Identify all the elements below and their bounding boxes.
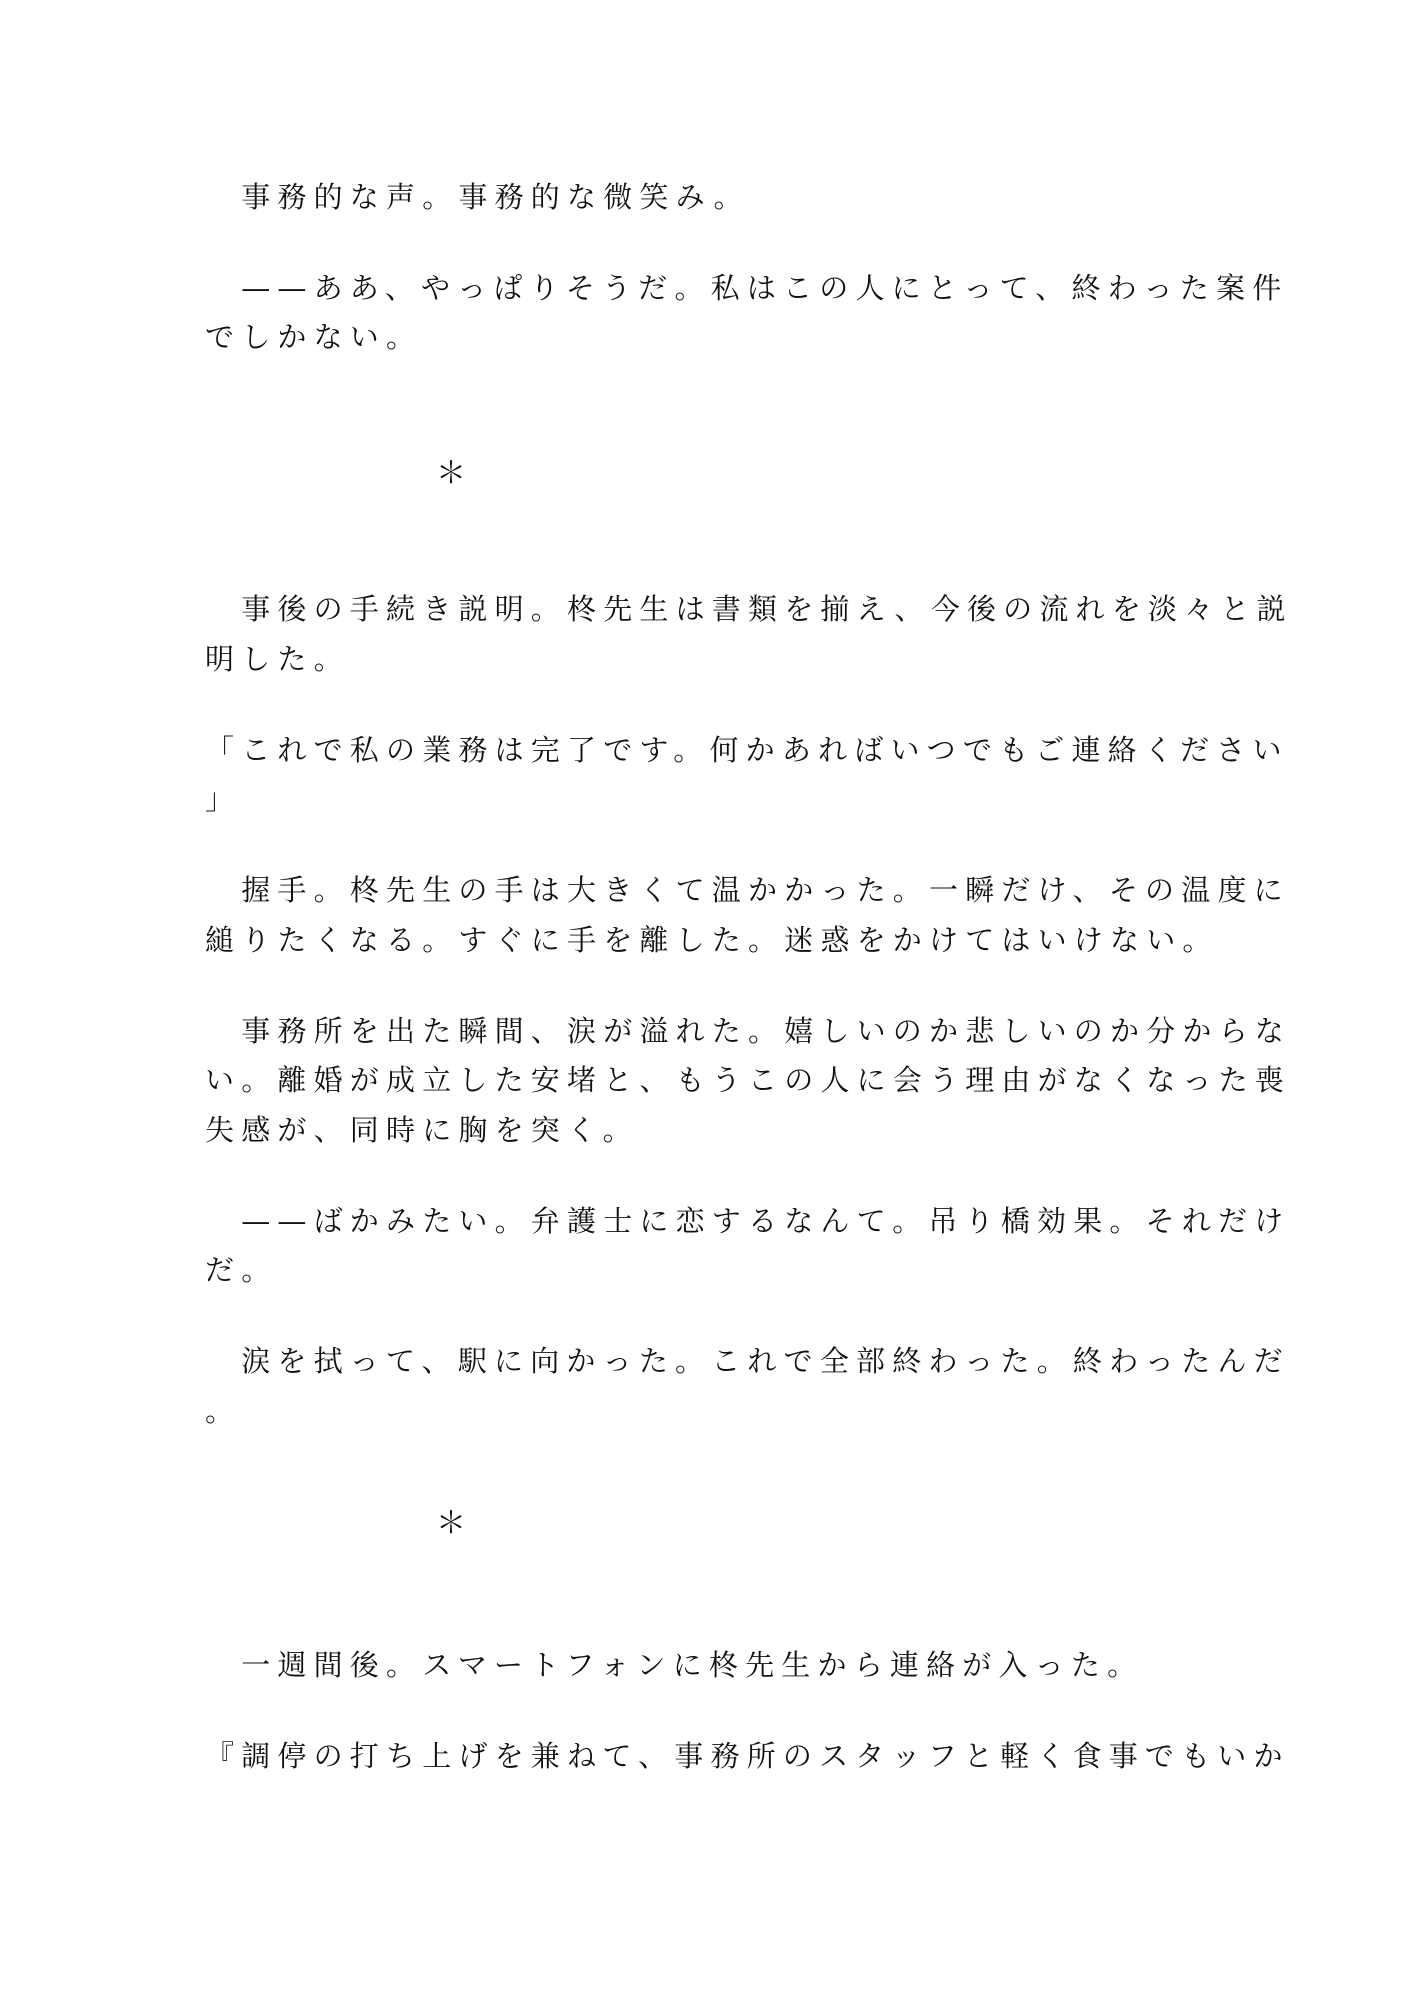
text-line: 失感が、同時に胸を突く。	[205, 1113, 639, 1147]
text-line: ——ああ、やっぱりそうだ。私はこの人にとって、終わった案件	[205, 271, 1289, 305]
text-line: 事後の手続き説明。柊先生は書類を揃え、今後の流れを淡々と説	[205, 592, 1293, 626]
dialogue-line: 」	[205, 782, 242, 816]
text-line: でしかない。	[205, 320, 423, 354]
dialogue-line: 「これで私の業務は完了です。何かあればいつでもご連絡ください	[205, 733, 1289, 767]
text-line: い。離婚が成立した安堵と、もうこの人に会う理由がなくなった喪	[205, 1063, 1292, 1097]
message-line: 『調停の打ち上げを兼ねて、事務所のスタッフと軽く食事でもいか	[205, 1739, 1290, 1773]
text-line: だ。	[205, 1253, 278, 1287]
text-line: 事務所を出た瞬間、涙が溢れた。嬉しいのか悲しいのか分からな	[205, 1014, 1292, 1048]
text-line: 縋りたくなる。すぐに手を離した。迷惑をかけてはいけない。	[205, 923, 1219, 957]
text-line: ——ばかみたい。弁護士に恋するなんて。吊り橋効果。それだけ	[205, 1204, 1291, 1238]
text-line: 涙を拭って、駅に向かった。これで全部終わった。終わったんだ	[205, 1344, 1290, 1378]
text-line: 握手。柊先生の手は大きくて温かかった。一瞬だけ、その温度に	[205, 873, 1290, 907]
text-line: 明した。	[205, 642, 350, 676]
text-line: 。	[205, 1394, 242, 1428]
scene-break: ＊	[436, 1506, 466, 1541]
text-line: 一週間後。スマートフォンに柊先生から連絡が入った。	[205, 1648, 1144, 1682]
scene-break: ＊	[436, 456, 466, 491]
text-line: 事務的な声。事務的な微笑み。	[205, 180, 750, 214]
